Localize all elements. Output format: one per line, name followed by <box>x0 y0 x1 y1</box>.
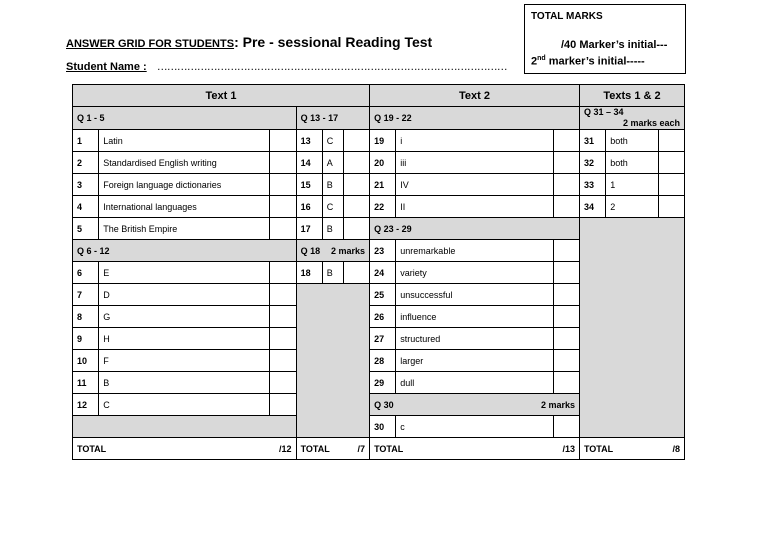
section-q30 <box>370 394 580 416</box>
total-cell-text1-b[interactable] <box>296 438 370 460</box>
question-number: 23 <box>370 240 396 262</box>
answer-cell[interactable]: Foreign language dictionaries <box>99 174 270 196</box>
section-q18 <box>296 240 370 262</box>
answer-cell[interactable]: F <box>99 350 270 372</box>
answer-cell[interactable]: 1 <box>606 174 658 196</box>
mark-cell[interactable] <box>553 262 579 284</box>
mark-cell[interactable] <box>553 240 579 262</box>
question-number: 26 <box>370 306 396 328</box>
mark-cell[interactable] <box>553 372 579 394</box>
mark-cell[interactable] <box>553 284 579 306</box>
answer-cell[interactable]: Latin <box>99 130 270 152</box>
answer-cell[interactable]: II <box>396 196 553 218</box>
empty-shaded-area <box>579 218 684 438</box>
answer-cell[interactable]: C <box>322 196 343 218</box>
mark-cell[interactable] <box>658 174 684 196</box>
second-marker-sup: nd <box>537 55 546 62</box>
student-name-line <box>66 61 507 73</box>
mark-cell[interactable] <box>270 262 296 284</box>
question-number: 34 <box>579 196 605 218</box>
mark-cell[interactable] <box>270 328 296 350</box>
question-number: 21 <box>370 174 396 196</box>
second-marker-rest: marker’s initial----- <box>545 55 645 68</box>
answer-grid <box>72 84 685 460</box>
answer-cell[interactable]: H <box>99 328 270 350</box>
answer-cell[interactable]: unremarkable <box>396 240 553 262</box>
mark-cell[interactable] <box>270 350 296 372</box>
section-q23-29: Q 23 - 29 <box>370 218 580 240</box>
question-number: 6 <box>73 262 99 284</box>
mark-cell[interactable] <box>658 196 684 218</box>
question-number: 15 <box>296 174 322 196</box>
mark-cell[interactable] <box>658 152 684 174</box>
question-number: 22 <box>370 196 396 218</box>
section-q6-12: Q 6 - 12 <box>73 240 297 262</box>
mark-cell[interactable] <box>270 196 296 218</box>
page-heading <box>66 34 432 50</box>
question-number: 12 <box>73 394 99 416</box>
question-number: 20 <box>370 152 396 174</box>
table-row <box>73 152 685 174</box>
answer-cell[interactable]: The British Empire <box>99 218 270 240</box>
table-row <box>73 218 685 240</box>
mark-cell[interactable] <box>270 152 296 174</box>
section-q31-34-marks: 2 marks each <box>622 118 680 128</box>
second-marker-line <box>531 55 645 68</box>
question-number: 17 <box>296 218 322 240</box>
section-q13-17: Q 13 - 17 <box>296 107 370 130</box>
mark-cell[interactable] <box>343 130 369 152</box>
second-marker-num: 2 <box>531 55 538 68</box>
question-number: 4 <box>73 196 99 218</box>
question-number: 5 <box>73 218 99 240</box>
section-q31-34 <box>579 107 684 130</box>
total-cell-text1-a[interactable] <box>73 438 297 460</box>
answer-cell[interactable]: dull <box>396 372 553 394</box>
header-text1: Text 1 <box>73 85 370 107</box>
section-q19-22: Q 19 - 22 <box>370 107 580 130</box>
mark-cell[interactable] <box>270 218 296 240</box>
question-number: 30 <box>370 416 396 438</box>
answer-cell[interactable]: B <box>99 372 270 394</box>
total-max: /7 <box>357 443 366 454</box>
mark-cell[interactable] <box>553 174 579 196</box>
question-number: 28 <box>370 350 396 372</box>
section-q18-marks: 2 marks <box>331 245 366 256</box>
header-text2: Text 2 <box>370 85 580 107</box>
mark-cell[interactable] <box>343 218 369 240</box>
heading-colon: : <box>234 34 239 50</box>
mark-cell[interactable] <box>270 306 296 328</box>
answer-cell[interactable]: E <box>99 262 270 284</box>
student-name-label: Student Name : <box>66 61 147 73</box>
total-marks-title: TOTAL MARKS <box>531 11 603 22</box>
mark-cell[interactable] <box>343 174 369 196</box>
section-q30-label: Q 30 <box>374 399 394 410</box>
heading-title: Pre - sessional Reading Test <box>238 34 433 50</box>
answer-cell[interactable]: B <box>322 262 343 284</box>
answer-cell[interactable]: variety <box>396 262 553 284</box>
question-number: 25 <box>370 284 396 306</box>
question-number: 8 <box>73 306 99 328</box>
total-max: /12 <box>279 443 292 454</box>
table-row <box>73 130 685 152</box>
mark-cell[interactable] <box>270 284 296 306</box>
header-texts12: Texts 1 & 2 <box>579 85 684 107</box>
total-label: TOTAL <box>374 443 404 454</box>
answer-cell[interactable]: c <box>396 416 553 438</box>
mark-cell[interactable] <box>270 394 296 416</box>
question-number: 11 <box>73 372 99 394</box>
mark-cell[interactable] <box>270 130 296 152</box>
mark-cell[interactable] <box>553 416 579 438</box>
answer-cell[interactable]: G <box>99 306 270 328</box>
question-number: 29 <box>370 372 396 394</box>
total-max: /13 <box>562 443 575 454</box>
answer-cell[interactable]: C <box>322 130 343 152</box>
table-row <box>73 196 685 218</box>
mark-cell[interactable] <box>553 130 579 152</box>
answer-cell[interactable]: IV <box>396 174 553 196</box>
mark-cell[interactable] <box>553 306 579 328</box>
answer-cell[interactable]: larger <box>396 350 553 372</box>
answer-cell[interactable]: C <box>99 394 270 416</box>
answer-cell[interactable]: i <box>396 130 553 152</box>
question-number: 16 <box>296 196 322 218</box>
answer-cell[interactable]: D <box>99 284 270 306</box>
mark-cell[interactable] <box>553 350 579 372</box>
total-max: /8 <box>672 443 680 454</box>
section-q1-5: Q 1 - 5 <box>73 107 297 130</box>
question-number: 2 <box>73 152 99 174</box>
totals-row <box>73 438 685 460</box>
answer-cell[interactable]: both <box>606 130 658 152</box>
answer-cell[interactable]: B <box>322 174 343 196</box>
mark-cell[interactable] <box>343 196 369 218</box>
mark-cell[interactable] <box>343 262 369 284</box>
question-number: 10 <box>73 350 99 372</box>
total-label: TOTAL <box>583 443 614 454</box>
total-cell-text2[interactable] <box>370 438 580 460</box>
question-number: 32 <box>579 152 605 174</box>
question-number: 3 <box>73 174 99 196</box>
question-number: 19 <box>370 130 396 152</box>
mark-cell[interactable] <box>270 372 296 394</box>
total-label: TOTAL <box>77 443 107 454</box>
answer-cell[interactable]: B <box>322 218 343 240</box>
section-q30-marks: 2 marks <box>540 399 575 410</box>
mark-cell[interactable] <box>553 152 579 174</box>
mark-cell[interactable] <box>270 174 296 196</box>
table-row <box>73 174 685 196</box>
mark-cell[interactable] <box>343 152 369 174</box>
heading-underlined: ANSWER GRID FOR STUDENTS <box>66 38 235 50</box>
total-cell-texts12[interactable] <box>579 438 684 460</box>
question-number: 18 <box>296 262 322 284</box>
question-number: 31 <box>579 130 605 152</box>
total-label: TOTAL <box>300 443 330 454</box>
section-q18-label: Q 18 <box>300 245 321 256</box>
empty-shaded-area <box>296 284 370 438</box>
answer-cell[interactable]: International languages <box>99 196 270 218</box>
question-number: 27 <box>370 328 396 350</box>
mark-cell[interactable] <box>553 196 579 218</box>
question-number: 24 <box>370 262 396 284</box>
first-marker-line: /40 Marker’s initial--- <box>561 39 668 51</box>
answer-cell[interactable]: influence <box>396 306 553 328</box>
answer-cell[interactable]: Standardised English writing <box>99 152 270 174</box>
question-number: 13 <box>296 130 322 152</box>
question-number: 7 <box>73 284 99 306</box>
student-name-field[interactable]: …………………………………………………………………………………………… <box>156 61 507 73</box>
answer-cell[interactable]: structured <box>396 328 553 350</box>
empty-shaded-cell <box>73 416 297 438</box>
answer-cell[interactable]: unsuccessful <box>396 284 553 306</box>
answer-cell[interactable]: 2 <box>606 196 658 218</box>
section-q31-34-label: Q 31 – 34 <box>583 107 624 117</box>
question-number: 1 <box>73 130 99 152</box>
answer-cell[interactable]: iii <box>396 152 553 174</box>
mark-cell[interactable] <box>658 130 684 152</box>
question-number: 9 <box>73 328 99 350</box>
answer-cell[interactable]: A <box>322 152 343 174</box>
mark-cell[interactable] <box>553 328 579 350</box>
question-number: 33 <box>579 174 605 196</box>
answer-cell[interactable]: both <box>606 152 658 174</box>
total-marks-box <box>524 4 686 74</box>
question-number: 14 <box>296 152 322 174</box>
